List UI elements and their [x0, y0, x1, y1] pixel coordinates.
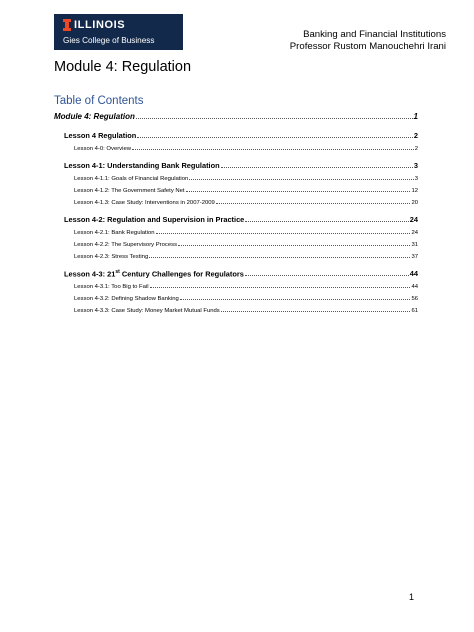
toc-entry-page: 24: [409, 215, 418, 224]
logo-college: Gies College of Business: [63, 36, 155, 45]
toc-entry-label: Lesson 4-3.3: Case Study: Money Market Mutual Funds: [74, 307, 220, 314]
toc-entry-sublesson[interactable]: [74, 187, 418, 194]
toc-entry-sublesson[interactable]: [74, 175, 418, 182]
toc-entry-label: Lesson 4-3: 21st Century Challenges for Regulators: [64, 269, 244, 279]
toc-entry-sublesson[interactable]: [74, 307, 418, 314]
toc-entry-label: Lesson 4-3.2: Defining Shadow Banking: [74, 295, 179, 302]
toc-dot-leader: [149, 253, 410, 258]
toc-entry-sublesson[interactable]: [74, 199, 418, 206]
toc-entry-page: 2: [413, 131, 418, 140]
toc-dot-leader: [156, 229, 411, 234]
toc-entry-page: 44: [409, 269, 418, 279]
toc-entry-page: 31: [411, 241, 418, 248]
professor-name: Professor Rustom Manouchehri Irani: [289, 41, 446, 52]
illinois-block-i-icon: [63, 19, 71, 31]
course-title: Banking and Financial Institutions: [303, 29, 446, 40]
toc-entry-page: 3: [413, 161, 418, 170]
toc-entry-module[interactable]: [54, 112, 418, 121]
toc-entry-label: Lesson 4 Regulation: [64, 131, 137, 140]
toc-entry-label: Lesson 4-2.1: Bank Regulation: [74, 229, 155, 236]
toc-dot-leader: [186, 187, 411, 192]
toc-entry-lesson[interactable]: [64, 269, 418, 278]
toc-entry-label: Lesson 4-0: Overview: [74, 145, 131, 152]
toc-entry-page: 24: [411, 229, 418, 236]
toc-dot-leader: [221, 163, 413, 168]
toc-entry-label: Lesson 4-1.3: Case Study: Interventions in 2007-2009: [74, 199, 215, 206]
gies-logo: [54, 14, 183, 50]
toc-dot-leader: [245, 217, 408, 222]
toc-entry-sublesson[interactable]: [74, 145, 418, 152]
toc-entry-label: Lesson 4-3.1: Too Big to Fail: [74, 283, 149, 290]
toc-entry-page: 3: [414, 175, 418, 182]
toc-entry-sublesson[interactable]: [74, 241, 418, 248]
toc-entry-page: 12: [411, 187, 418, 194]
document-header: [290, 29, 446, 53]
toc-entry-label: Lesson 4-1.2: The Government Safety Net: [74, 187, 185, 194]
toc-dot-leader: [178, 241, 410, 246]
toc-dot-leader: [221, 307, 411, 312]
toc-entry-label: Module 4: Regulation: [54, 112, 135, 121]
toc-entry-label: Lesson 4-2.3: Stress Testing: [74, 253, 149, 260]
toc-dot-leader: [136, 113, 413, 119]
toc-entry-label: Lesson 4-2.2: The Supervisory Process: [74, 241, 178, 248]
toc-dot-leader: [150, 283, 411, 288]
toc-entry-page: 56: [411, 295, 418, 302]
module-title: Module 4: Regulation: [54, 59, 192, 75]
logo-university: ILLINOIS: [74, 19, 126, 31]
toc-entry-sublesson[interactable]: [74, 229, 418, 236]
page-number: 1: [408, 592, 414, 602]
toc-entry-lesson[interactable]: [64, 161, 418, 170]
toc-entry-page: 2: [414, 145, 418, 152]
toc-entry-page: 1: [413, 112, 418, 121]
toc-dot-leader: [137, 133, 413, 138]
toc-dot-leader: [189, 175, 413, 180]
toc-entry-label: Lesson 4-1.1: Goals of Financial Regulation: [74, 175, 189, 182]
toc-dot-leader: [245, 271, 409, 276]
toc-entry-label: Lesson 4-2: Regulation and Supervision in Practice: [64, 215, 245, 224]
toc-entry-label: Lesson 4-1: Understanding Bank Regulation: [64, 161, 220, 170]
toc-heading: Table of Contents: [54, 95, 144, 107]
toc-entry-page: 61: [411, 307, 418, 314]
toc-entry-page: 37: [411, 253, 418, 260]
toc-entry-page: 44: [411, 283, 418, 290]
toc-entry-sublesson[interactable]: [74, 295, 418, 302]
toc-entry-sublesson[interactable]: [74, 283, 418, 290]
toc-entry-lesson[interactable]: [64, 215, 418, 224]
toc-dot-leader: [132, 145, 414, 150]
toc-dot-leader: [180, 295, 411, 300]
toc-entry-sublesson[interactable]: [74, 253, 418, 260]
toc-entry-lesson[interactable]: [64, 131, 418, 140]
toc-entry-page: 20: [411, 199, 418, 206]
toc-dot-leader: [216, 199, 411, 204]
